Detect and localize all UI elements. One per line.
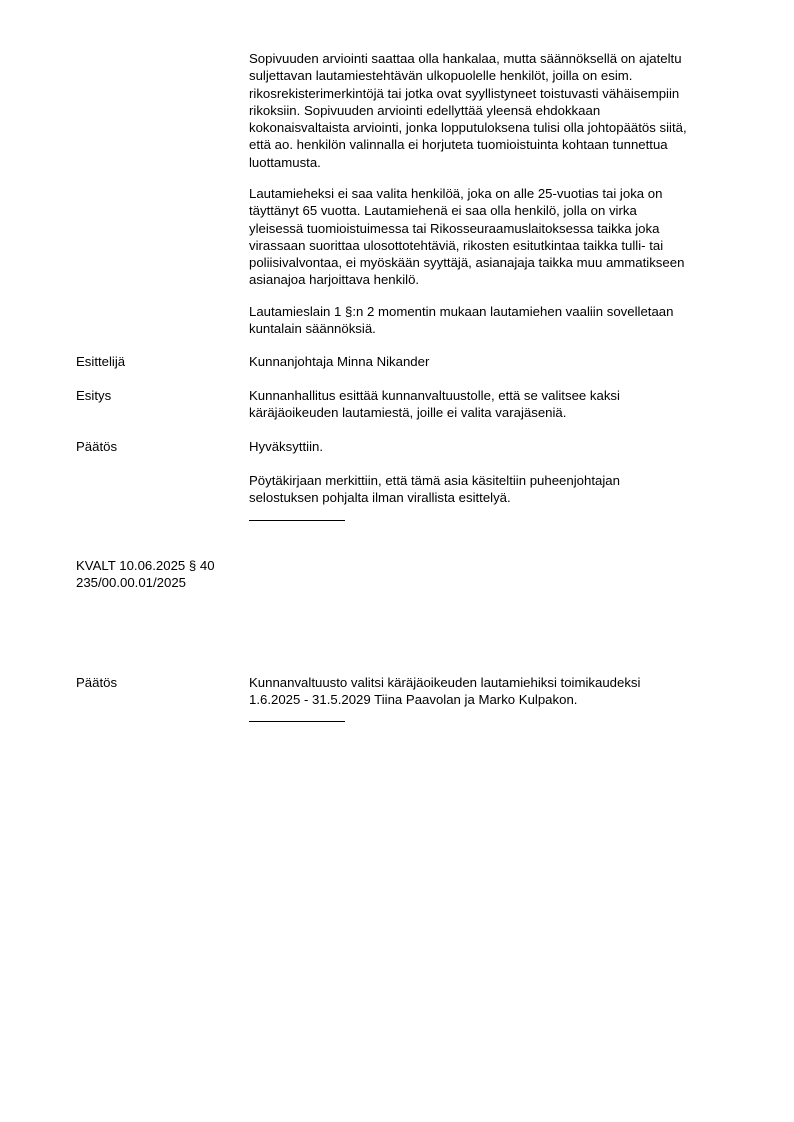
section-divider bbox=[249, 520, 345, 521]
text-line: virassaan suorittaa ulosottotehtäviä, rikosten esitutkintaa taikka tulli- tai bbox=[249, 237, 664, 253]
presenter-label: Esittelijä bbox=[76, 354, 126, 369]
text-line: 1.6.2025 - 31.5.2029 Tiina Paavolan ja Marko Kulpakon. bbox=[249, 692, 578, 708]
text-line: selostuksen pohjalta ilman virallista esittelyä. bbox=[249, 490, 511, 506]
decision-council-label: Päätös bbox=[76, 675, 118, 690]
case-number: 235/00.00.01/2025 bbox=[76, 575, 187, 591]
suitability-paragraph bbox=[249, 50, 749, 171]
text-line: Kunnanjohtaja Minna Nikander bbox=[249, 354, 430, 369]
law-reference-paragraph bbox=[249, 303, 749, 338]
text-line: Lautamieslain 1 §:n 2 momentin mukaan lautamiehen vaaliin sovelletaan bbox=[249, 304, 674, 319]
text-line: rikoksiin. Sopivuuden arviointi edellyttää yleensä ehdokkaan bbox=[249, 102, 601, 118]
presenter-value bbox=[249, 353, 749, 370]
proposal-label: Esitys bbox=[76, 388, 112, 403]
text-line: yleisessä tuomioistuimessa tai Rikosseuraamuslaitoksessa taikka joka bbox=[249, 220, 660, 236]
text-line: Kunnanvaltuusto valitsi käräjäoikeuden lautamiehiksi toimikaudeksi bbox=[249, 675, 641, 690]
decision-board-label: Päätös bbox=[76, 439, 118, 454]
text-line: Pöytäkirjaan merkittiin, että tämä asia käsiteltiin puheenjohtajan bbox=[249, 473, 620, 488]
eligibility-paragraph bbox=[249, 185, 749, 289]
text-line: poliisivalvontaa, ei myöskään syyttäjä, asianajaja taikka muu ammatikseen bbox=[249, 255, 685, 271]
proposal-text bbox=[249, 387, 749, 422]
text-line: rikosrekisterimerkintöjä tai jotka ovat syyllistyneet toistuvasti vähäisempiin bbox=[249, 85, 680, 101]
text-line: luottamusta. bbox=[249, 154, 321, 170]
text-line: käräjäoikeuden lautamiestä, joille ei valita varajäseniä. bbox=[249, 405, 567, 421]
text-line: että ao. henkilön valinnalla ei horjuteta tuomioistuinta kohtaan tunnettua bbox=[249, 137, 668, 153]
text-line: kuntalain säännöksiä. bbox=[249, 321, 376, 337]
text-line: Lautamieheksi ei saa valita henkilöä, joka on alle 25-vuotias tai joka on bbox=[249, 186, 663, 201]
section-divider bbox=[249, 721, 345, 722]
text-line: Sopivuuden arviointi saattaa olla hankalaa, mutta säännöksellä on ajateltu bbox=[249, 51, 682, 66]
text-line: asianajoa harjoittava henkilö. bbox=[249, 272, 420, 288]
decision-board-note bbox=[249, 472, 749, 507]
text-line: Kunnanhallitus esittää kunnanvaltuustolle, että se valitsee kaksi bbox=[249, 388, 620, 403]
council-section-header bbox=[76, 557, 215, 592]
decision-board-value bbox=[249, 438, 749, 455]
text-line: Hyväksyttiin. bbox=[249, 439, 324, 454]
text-line: suljettavan lautamiestehtävän ulkopuolelle henkilöt, joilla on esim. bbox=[249, 68, 633, 84]
text-line: kokonaisvaltaista arviointi, jonka lopputuloksena tulisi olla johtopäätös siitä, bbox=[249, 120, 687, 136]
council-reference: KVALT 10.06.2025 § 40 bbox=[76, 558, 215, 573]
decision-council-text bbox=[249, 674, 749, 709]
text-line: täyttänyt 65 vuotta. Lautamiehenä ei saa olla henkilö, jolla on virka bbox=[249, 203, 637, 219]
